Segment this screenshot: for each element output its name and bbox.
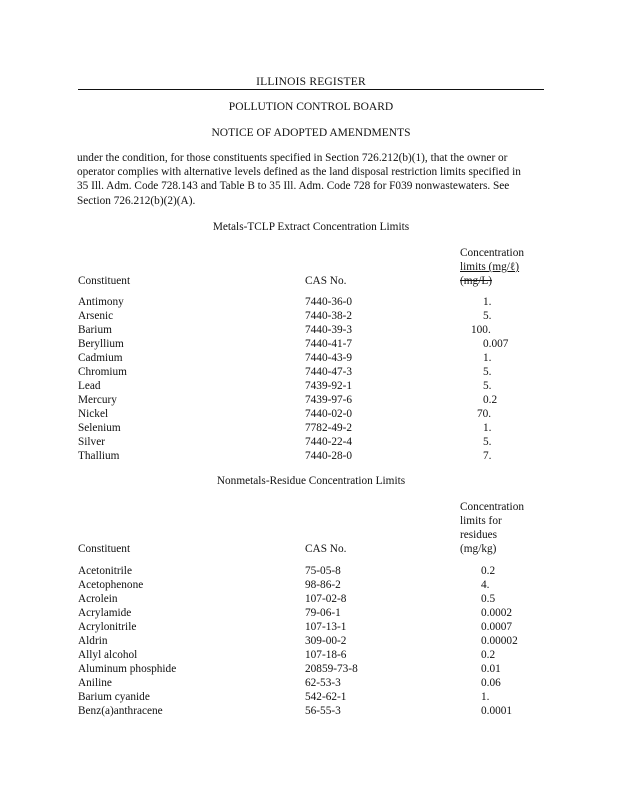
metals-table-row <box>0 338 622 352</box>
body-paragraph <box>77 151 547 208</box>
nonmetals-conc-header-line: (mg/kg) <box>460 543 497 555</box>
concentration-cell: 4. <box>481 579 490 591</box>
metals-concentration-header <box>460 246 524 288</box>
cas-number-cell: 107-13-1 <box>305 621 347 633</box>
cas-number-cell: 7440-43-9 <box>305 352 353 364</box>
cas-number-cell: 7440-38-2 <box>305 310 353 322</box>
metals-table-row <box>0 436 622 450</box>
nonmetals-table-row <box>0 621 622 635</box>
cas-number-cell: 62-53-3 <box>305 677 341 689</box>
constituent-cell: Thallium <box>78 450 120 462</box>
concentration-cell: 1. <box>483 422 492 434</box>
constituent-cell: Cadmium <box>78 352 123 364</box>
cas-number-cell: 7782-49-2 <box>305 422 353 434</box>
metals-table-row <box>0 408 622 422</box>
metals-table-caption: Metals-TCLP Extract Concentration Limits <box>212 221 410 233</box>
constituent-cell: Aldrin <box>78 635 108 647</box>
notice-title: NOTICE OF ADOPTED AMENDMENTS <box>211 127 411 139</box>
concentration-cell: 0.00002 <box>481 635 518 647</box>
constituent-cell: Aniline <box>78 677 112 689</box>
nonmetals-table-row <box>0 663 622 677</box>
nonmetals-table-row <box>0 677 622 691</box>
metals-table-row <box>0 296 622 310</box>
register-header: ILLINOIS REGISTER <box>256 76 366 88</box>
concentration-cell: 5. <box>483 366 492 378</box>
concentration-cell: 0.2 <box>481 565 496 577</box>
constituent-cell: Antimony <box>78 296 124 308</box>
cas-number-cell: 7440-02-0 <box>305 408 353 420</box>
constituent-cell: Selenium <box>78 422 121 434</box>
nonmetals-constituent-header: Constituent <box>78 543 131 555</box>
nonmetals-table-row <box>0 705 622 719</box>
constituent-cell: Acetophenone <box>78 579 144 591</box>
paragraph-line: under the condition, for those constituents specified in Section 726.212(b)(1), that the owner or <box>77 152 508 164</box>
cas-number-cell: 107-02-8 <box>305 593 347 605</box>
paragraph-line: operator complies with alternative levels defined as the land disposal restriction limits specified in <box>77 166 521 179</box>
constituent-cell: Lead <box>78 380 101 392</box>
nonmetals-table-row <box>0 691 622 705</box>
constituent-cell: Acrylonitrile <box>78 621 137 633</box>
concentration-cell: 100. <box>471 324 491 336</box>
nonmetals-table-row <box>0 579 622 593</box>
concentration-cell: 7. <box>483 450 492 462</box>
metals-table-row <box>0 380 622 394</box>
constituent-cell: Beryllium <box>78 338 124 350</box>
cas-number-cell: 7440-36-0 <box>305 296 353 308</box>
constituent-cell: Allyl alcohol <box>78 649 138 661</box>
header-rule <box>78 89 544 90</box>
cas-number-cell: 98-86-2 <box>305 579 341 591</box>
metals-table-row <box>0 310 622 324</box>
concentration-cell: 0.007 <box>483 338 509 350</box>
cas-number-cell: 309-00-2 <box>305 635 347 647</box>
constituent-cell: Acrolein <box>78 593 118 605</box>
nonmetals-table-row <box>0 565 622 579</box>
constituent-cell: Silver <box>78 436 105 448</box>
cas-number-cell: 107-18-6 <box>305 649 347 661</box>
metals-conc-header-line <box>460 260 524 274</box>
concentration-cell: 1. <box>483 296 492 308</box>
cas-number-cell: 7440-28-0 <box>305 450 353 462</box>
metals-conc-header-struck: (mg/L) <box>460 275 492 287</box>
cas-number-cell: 7439-92-1 <box>305 380 353 392</box>
cas-number-cell: 79-06-1 <box>305 607 341 619</box>
paragraph-line: 35 Ill. Adm. Code 728.143 and Table B to 35 Ill. Adm. Code 728 for F039 nonwastewaters. See <box>77 180 510 193</box>
paragraph-line: Section 726.212(b)(2)(A). <box>77 194 196 207</box>
constituent-cell: Acrylamide <box>78 607 132 619</box>
nonmetals-conc-header-line: residues <box>460 529 498 541</box>
constituent-cell: Chromium <box>78 366 127 378</box>
nonmetals-conc-header-line: limits for <box>460 515 502 527</box>
cas-number-cell: 7439-97-6 <box>305 394 353 406</box>
cas-number-cell: 7440-22-4 <box>305 436 353 448</box>
constituent-cell: Nickel <box>78 408 109 420</box>
constituent-cell: Barium <box>78 324 112 336</box>
constituent-cell: Arsenic <box>78 310 114 322</box>
nonmetals-table-row <box>0 593 622 607</box>
cas-number-cell: 20859-73-8 <box>305 663 358 675</box>
nonmetals-table-row <box>0 649 622 663</box>
concentration-cell: 0.01 <box>481 663 501 675</box>
metals-constituent-header: Constituent <box>78 275 131 287</box>
metals-table-row <box>0 366 622 380</box>
concentration-cell: 1. <box>483 352 492 364</box>
concentration-cell: 0.06 <box>481 677 501 689</box>
cas-number-cell: 7440-47-3 <box>305 366 353 378</box>
concentration-cell: 5. <box>483 436 492 448</box>
nonmetals-conc-header-line: Concentration <box>460 501 524 513</box>
cas-number-cell: 7440-41-7 <box>305 338 353 350</box>
concentration-cell: 70. <box>477 408 492 420</box>
nonmetals-concentration-header <box>460 500 524 556</box>
metals-table-row <box>0 450 622 464</box>
constituent-cell: Mercury <box>78 394 117 406</box>
metals-table-row <box>0 394 622 408</box>
concentration-cell: 0.5 <box>481 593 496 605</box>
concentration-cell: 0.2 <box>481 649 496 661</box>
metals-cas-header: CAS No. <box>305 275 347 287</box>
metals-conc-header-line: Concentration <box>460 247 524 259</box>
concentration-cell: 0.2 <box>483 394 498 406</box>
metals-table-row <box>0 324 622 338</box>
constituent-cell: Barium cyanide <box>78 691 150 703</box>
cas-number-cell: 75-05-8 <box>305 565 341 577</box>
constituent-cell: Acetonitrile <box>78 565 132 577</box>
constituent-cell: Benz(a)anthracene <box>78 705 163 717</box>
concentration-cell: 0.0002 <box>481 607 513 619</box>
concentration-cell: 5. <box>483 380 492 392</box>
concentration-cell: 0.0001 <box>481 705 513 717</box>
nonmetals-table-row <box>0 635 622 649</box>
cas-number-cell: 7440-39-3 <box>305 324 353 336</box>
board-title: POLLUTION CONTROL BOARD <box>228 101 394 113</box>
metals-conc-header-units: limits (mg/ℓ) <box>460 261 520 273</box>
constituent-cell: Aluminum phosphide <box>78 663 177 675</box>
nonmetals-table-caption: Nonmetals-Residue Concentration Limits <box>216 475 406 487</box>
cas-number-cell: 56-55-3 <box>305 705 341 717</box>
metals-table-row <box>0 352 622 366</box>
nonmetals-table-row <box>0 607 622 621</box>
concentration-cell: 5. <box>483 310 492 322</box>
concentration-cell: 1. <box>481 691 490 703</box>
cas-number-cell: 542-62-1 <box>305 691 347 703</box>
concentration-cell: 0.0007 <box>481 621 513 633</box>
nonmetals-cas-header: CAS No. <box>305 543 347 555</box>
metals-table-row <box>0 422 622 436</box>
